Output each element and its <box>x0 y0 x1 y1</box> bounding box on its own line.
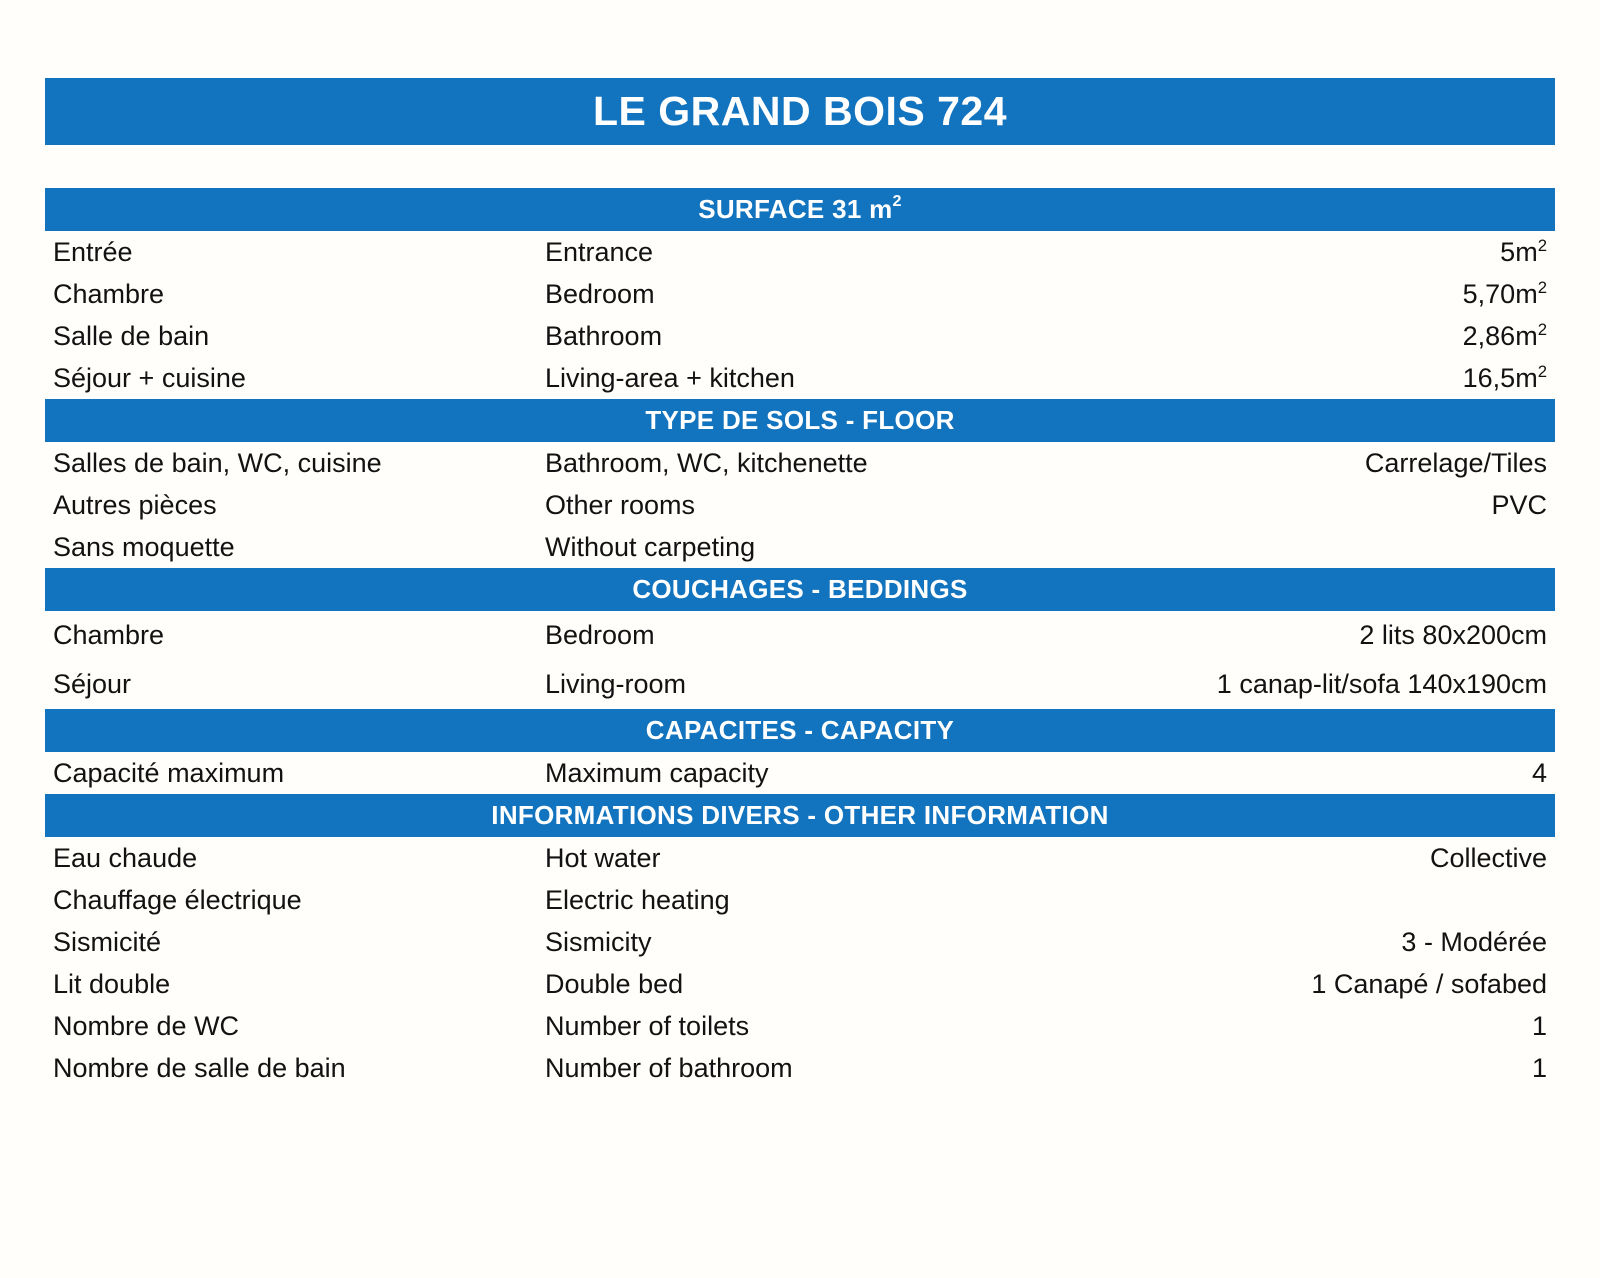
label-french: Salles de bain, WC, cuisine <box>53 447 382 478</box>
row-value-text: 1 Canapé / sofabed <box>1311 968 1547 999</box>
row-value-text: 1 canap-lit/sofa 140x190cm <box>1216 669 1547 699</box>
label-english: Entrance <box>545 236 654 267</box>
row-value <box>1311 969 1547 1000</box>
label-french: Nombre de salle de bain <box>53 1052 346 1083</box>
table-row <box>45 526 1555 568</box>
table-row <box>45 611 1555 660</box>
label-english: Double bed <box>545 968 684 999</box>
table-row <box>45 484 1555 526</box>
section-header-label: COUCHAGES - BEDDINGS <box>632 574 968 604</box>
label-english: Bathroom <box>545 320 663 351</box>
table-row <box>45 921 1555 963</box>
table-row <box>45 1047 1555 1089</box>
row-value-text: 2,86m <box>1462 320 1538 351</box>
label-french: Sans moquette <box>53 531 235 562</box>
label-french: Chauffage électrique <box>53 884 302 915</box>
property-title: LE GRAND BOIS 724 <box>592 88 1008 134</box>
table-row <box>45 273 1555 315</box>
info-section <box>45 568 1555 709</box>
info-table <box>45 188 1555 1089</box>
section-rows <box>45 231 1555 399</box>
table-row <box>45 1005 1555 1047</box>
row-value <box>1532 1053 1547 1084</box>
section-rows <box>45 837 1555 1089</box>
section-header-label: TYPE DE SOLS - FLOOR <box>645 405 955 435</box>
table-row <box>45 752 1555 794</box>
label-french: Capacité maximum <box>53 757 285 788</box>
label-english: Bedroom <box>545 620 655 650</box>
label-french: Autres pièces <box>53 489 217 520</box>
table-row <box>45 837 1555 879</box>
label-english: Without carpeting <box>545 531 756 562</box>
section-header-label: SURFACE 31 m <box>698 194 893 224</box>
info-section <box>45 709 1555 794</box>
section-rows <box>45 752 1555 794</box>
row-value <box>1430 843 1547 874</box>
label-english: Hot water <box>545 842 661 873</box>
row-value-superscript: 2 <box>1537 278 1547 298</box>
row-value-text: 4 <box>1531 757 1547 788</box>
section-rows <box>45 442 1555 568</box>
label-french: Séjour <box>53 669 132 699</box>
table-row <box>45 231 1555 273</box>
label-english: Living-area + kitchen <box>545 362 795 393</box>
section-header-label: CAPACITES - CAPACITY <box>645 715 955 745</box>
row-value-text: 5m <box>1500 236 1538 267</box>
row-value <box>1491 490 1547 521</box>
property-title-band <box>45 78 1555 145</box>
row-value-text: 1 <box>1531 1010 1547 1041</box>
table-row <box>45 357 1555 399</box>
label-french: Lit double <box>53 968 171 999</box>
row-value-text: PVC <box>1491 489 1547 520</box>
section-header-band: SURFACE 31 m 2 <box>45 188 1555 231</box>
row-value-text: 5,70m <box>1462 278 1538 309</box>
row-value <box>1463 363 1547 394</box>
row-value-superscript: 2 <box>1537 320 1547 340</box>
section-header-band <box>45 794 1555 837</box>
label-french: Sismicité <box>53 926 162 957</box>
section-rows <box>45 611 1555 709</box>
row-value-text: 3 - Modérée <box>1401 926 1547 957</box>
row-value <box>1365 448 1547 479</box>
label-french: Entrée <box>53 236 133 267</box>
row-value <box>1463 321 1547 352</box>
info-section <box>45 399 1555 568</box>
table-row <box>45 660 1555 709</box>
label-english: Number of bathroom <box>545 1052 793 1083</box>
row-value-text: 16,5m <box>1462 362 1538 393</box>
label-french: Nombre de WC <box>53 1010 240 1041</box>
label-english: Maximum capacity <box>545 757 769 788</box>
table-row <box>45 879 1555 921</box>
label-english: Bedroom <box>545 278 655 309</box>
section-header-band <box>45 568 1555 611</box>
label-english: Bathroom, WC, kitchenette <box>545 447 868 478</box>
section-header-label: INFORMATIONS DIVERS - OTHER INFORMATION <box>491 800 1109 830</box>
row-value-superscript: 2 <box>1537 362 1547 382</box>
label-english: Other rooms <box>545 489 696 520</box>
section-header-band <box>45 399 1555 442</box>
label-english: Number of toilets <box>545 1010 750 1041</box>
row-value <box>1500 237 1547 268</box>
row-value-text: Carrelage/Tiles <box>1364 447 1547 478</box>
row-value <box>1463 279 1547 310</box>
label-french: Eau chaude <box>53 842 198 873</box>
property-info-sheet <box>0 78 1600 1278</box>
table-row <box>45 442 1555 484</box>
row-value-text: Collective <box>1429 842 1547 873</box>
table-row <box>45 315 1555 357</box>
label-english: Electric heating <box>545 884 730 915</box>
row-value <box>1401 927 1547 958</box>
row-value-superscript: 2 <box>1537 236 1547 256</box>
row-value <box>1532 1011 1547 1042</box>
row-value <box>1359 620 1547 651</box>
section-header-band <box>45 709 1555 752</box>
info-section <box>45 188 1555 399</box>
table-row <box>45 963 1555 1005</box>
label-english: Sismicity <box>545 926 652 957</box>
label-french: Séjour + cuisine <box>53 362 246 393</box>
row-value <box>1532 758 1547 789</box>
label-french: Chambre <box>53 278 165 309</box>
label-french: Salle de bain <box>53 320 210 351</box>
label-english: Living-room <box>545 669 687 699</box>
row-value-text: 2 lits 80x200cm <box>1359 620 1547 650</box>
label-french: Chambre <box>53 620 165 650</box>
row-value <box>1217 669 1547 700</box>
info-section <box>45 794 1555 1089</box>
row-value-text: 1 <box>1531 1052 1547 1083</box>
